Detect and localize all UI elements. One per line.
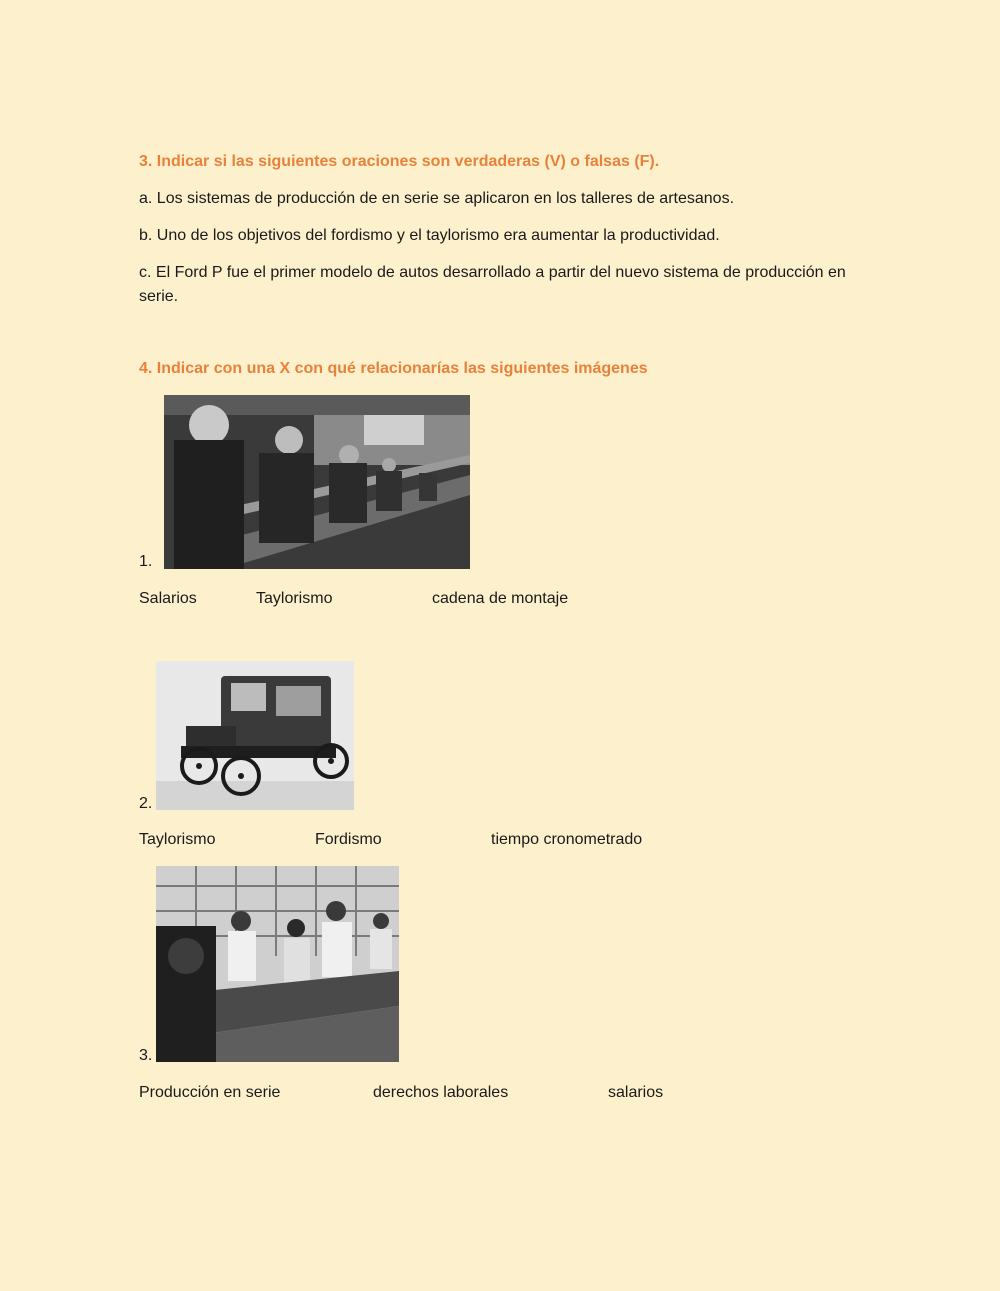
- item-3-option-3[interactable]: salarios: [608, 1084, 664, 1101]
- statement-c: c. El Ford P fue el primer modelo de autos desarrollado a partir del nuevo sistema de producción en serie.: [139, 264, 846, 305]
- item-3-number: 3.: [139, 1047, 153, 1064]
- item-3-option-2[interactable]: derechos laborales: [373, 1084, 509, 1101]
- item-3-option-1[interactable]: Producción en serie: [139, 1084, 281, 1101]
- item-2-option-1[interactable]: Taylorismo: [139, 831, 216, 848]
- ford-car-photo: [156, 661, 354, 810]
- assembly-line-photo: [164, 395, 470, 569]
- section-4-heading: 4. Indicar con una X con qué relacionarías las siguientes imágenes: [139, 360, 648, 377]
- statement-a: a. Los sistemas de producción de en serie se aplicaron en los talleres de artesanos.: [139, 190, 735, 207]
- section-3-heading: 3. Indicar si las siguientes oraciones son verdaderas (V) o falsas (F).: [139, 153, 660, 170]
- item-1-option-3[interactable]: cadena de montaje: [432, 590, 569, 607]
- item-2-option-2[interactable]: Fordismo: [315, 831, 382, 848]
- item-1-option-2[interactable]: Taylorismo: [256, 590, 333, 607]
- statement-b: b. Uno de los objetivos del fordismo y el taylorismo era aumentar la productividad.: [139, 227, 720, 244]
- item-2-option-3[interactable]: tiempo cronometrado: [491, 831, 643, 848]
- factory-workers-photo: [156, 866, 399, 1062]
- item-1-number: 1.: [139, 553, 153, 570]
- item-2-number: 2.: [139, 795, 153, 812]
- item-1-option-1[interactable]: Salarios: [139, 590, 197, 607]
